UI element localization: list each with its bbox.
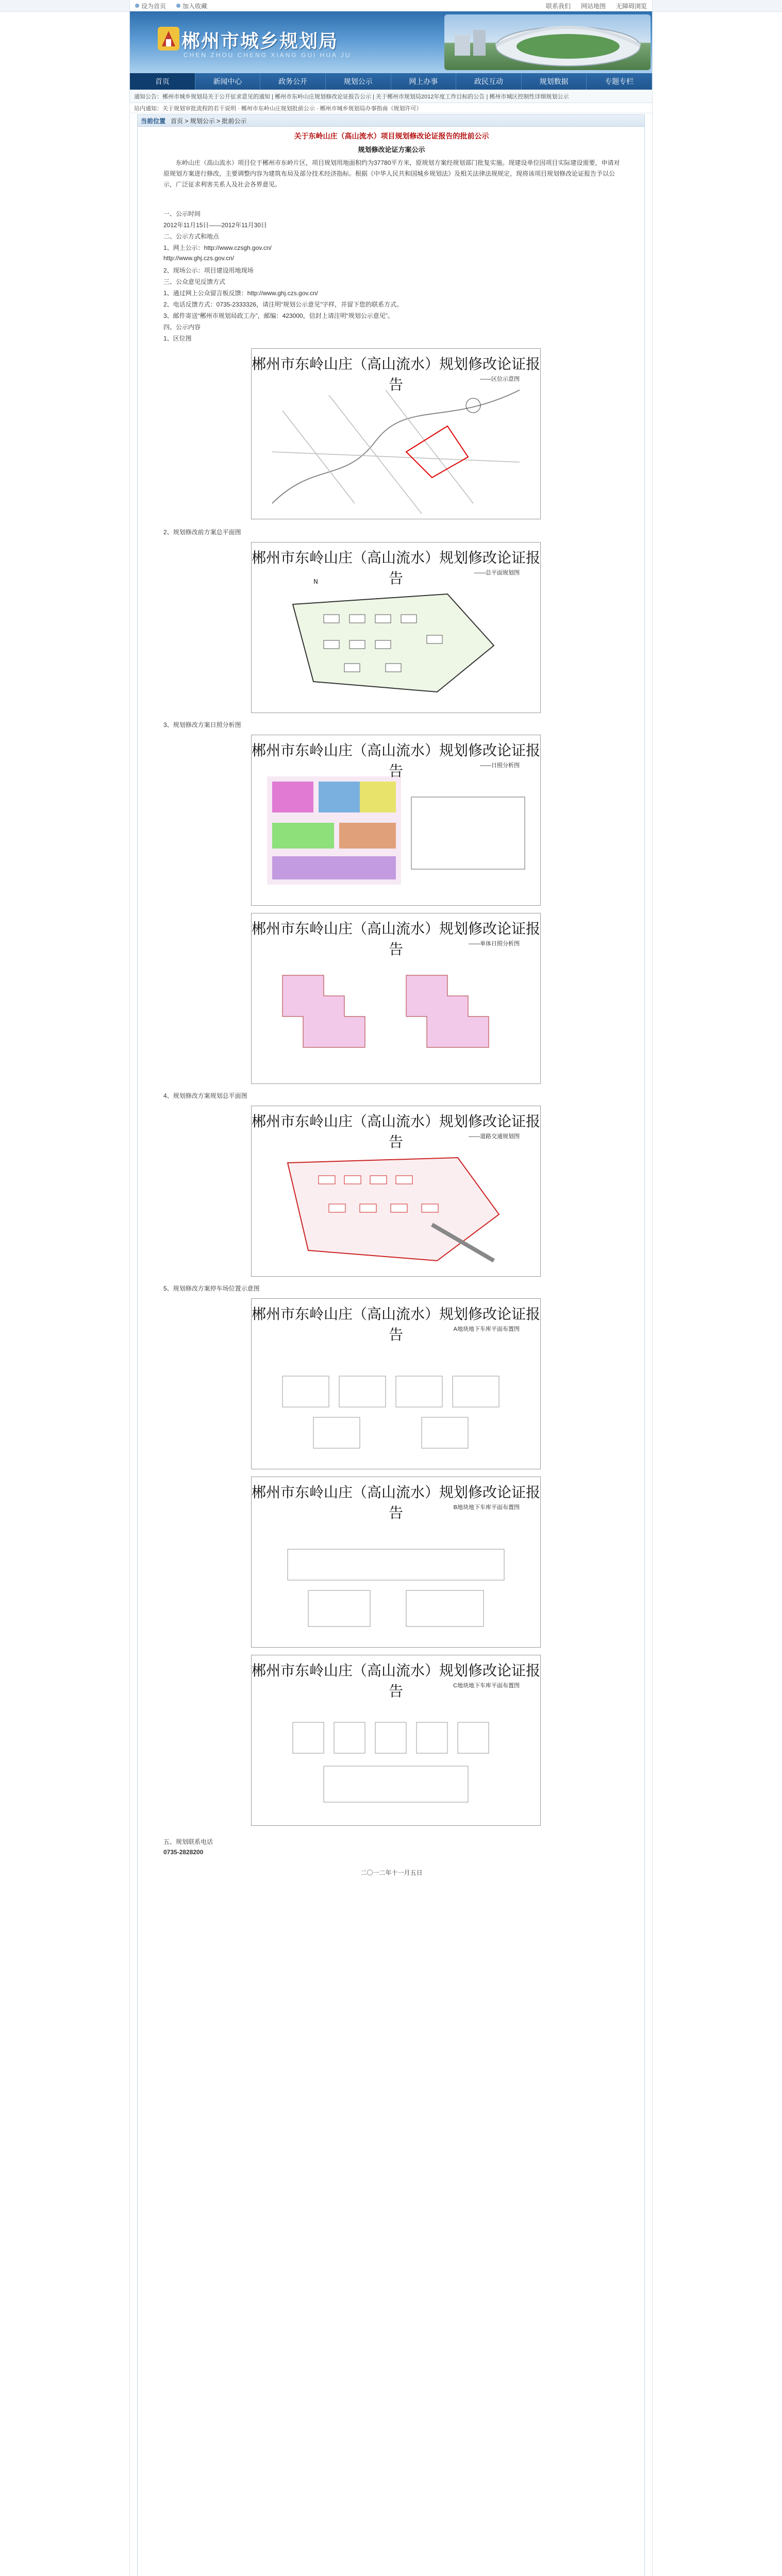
feedback-web[interactable]: 1、通过网上公众留言板反馈：http://www.ghj.czs.gov.cn/ — [163, 290, 318, 297]
figure-title: 郴州市东岭山庄（高山流水）规划修改论证报告 — [252, 920, 541, 958]
figure-title: 郴州市东岭山庄（高山流水）规划修改论证报告 — [252, 1113, 541, 1150]
nav-affairs[interactable]: 政务公开 — [260, 73, 326, 90]
unit-sunlight-figure — [251, 913, 541, 1084]
content-item-label: 2、规划修改前方案总平面图 — [163, 529, 241, 536]
figure-subtitle: ——单体日照分析图 — [469, 941, 520, 947]
figure-subtitle: ——道路交通规划图 — [469, 1133, 520, 1140]
top-links-bar — [130, 0, 652, 11]
section-heading: 二、公示方式和地点 — [163, 233, 220, 240]
figure-subtitle: B地块地下车库平面布置图 — [453, 1504, 520, 1511]
nav-data[interactable]: 规划数据 — [522, 73, 587, 90]
accessibility-link[interactable]: 无障碍浏览 — [615, 2, 647, 10]
site-title: 郴州市城乡规划局 — [181, 30, 339, 52]
article-title: 关于东岭山庄（高山流水）项目规划修改论证报告的批前公示 — [294, 132, 489, 140]
add-favorite-link[interactable]: 加入收藏 — [171, 2, 212, 10]
revised-site-plan-figure — [251, 1106, 541, 1277]
svg-text:N: N — [313, 578, 318, 585]
sunlight-analysis-figure — [251, 735, 541, 906]
figure-title: 郴州市东岭山庄（高山流水）规划修改论证报告 — [252, 1484, 541, 1521]
content-item-label: 5、规划修改方案停车场位置示意图 — [163, 1285, 260, 1292]
content-item-label: 4、规划修改方案规划总平面图 — [163, 1092, 247, 1099]
contact-link[interactable]: 联系我们 — [545, 2, 571, 10]
stadium-illustration — [444, 14, 651, 70]
nav-news[interactable]: 新闻中心 — [195, 73, 261, 90]
nav-interaction[interactable]: 政民互动 — [456, 73, 522, 90]
section-heading: 五、规划联系电话 — [163, 1838, 213, 1845]
site-notice-ticker[interactable]: 站内通知：关于规划审批流程的若干说明 · 郴州市东岭山庄规划批前公示 · 郴州市城乡规划局办事指南（规划许可） — [130, 103, 652, 113]
garage-b-figure — [251, 1477, 541, 1648]
feedback-mail: 3、邮件寄送“郴州市规划局政工办”，邮编：423000，信封上请注明“规划公示意见”。 — [163, 312, 394, 319]
home-icon — [135, 4, 139, 8]
section-heading: 一、公示时间 — [163, 210, 201, 217]
figure-title: 郴州市东岭山庄（高山流水）规划修改论证报告 — [252, 1662, 541, 1700]
contact-phone: 0735-2828200 — [163, 1849, 204, 1856]
breadcrumb — [137, 114, 645, 127]
site-notice-text: 2、现场公示：项目建设用地现场 — [163, 267, 254, 274]
nav-home[interactable]: 首页 — [130, 73, 195, 90]
article-content — [137, 127, 645, 2576]
banner-photo — [444, 14, 651, 70]
garage-a-figure — [251, 1298, 541, 1469]
figure-subtitle: ——日照分析图 — [480, 762, 520, 769]
main-nav — [130, 73, 652, 90]
figure-subtitle: C地块地下车库平面布置图 — [453, 1683, 520, 1689]
notice-time: 2012年11月15日——2012年11月30日 — [163, 222, 268, 229]
content-item-label: 1、区位图 — [163, 335, 192, 342]
location-map-figure — [251, 348, 541, 519]
figure-title: 郴州市东岭山庄（高山流水）规划修改论证报告 — [252, 549, 541, 587]
page-container — [130, 0, 652, 2576]
notice-ticker[interactable]: 通知公告：郴州市城乡规划局关于公开征求意见的通知 | 郴州市东岭山庄规划修改论证报告公示 | 关于郴州市规划局2012年度工作目标的公告 | 郴州市城区控制性详细规划公示 — [130, 90, 652, 103]
section-heading: 四、公示内容 — [163, 324, 201, 331]
nav-special[interactable]: 专题专栏 — [587, 73, 652, 90]
site-subtitle: CHEN ZHOU CHENG XIANG GUI HUA JU — [184, 52, 352, 59]
figure-title: 郴州市东岭山庄（高山流水）规划修改论证报告 — [252, 355, 541, 393]
content-item-label: 3、规划修改方案日照分析图 — [163, 721, 241, 728]
site-logo-icon — [155, 24, 182, 54]
star-icon — [176, 4, 180, 8]
site-banner — [130, 11, 652, 73]
figure-subtitle: A地块地下车库平面布置图 — [453, 1326, 520, 1332]
figure-subtitle: ——总平面规划图 — [474, 570, 520, 576]
sitemap-link[interactable]: 网站地图 — [580, 2, 606, 10]
garage-c-figure — [251, 1655, 541, 1826]
figure-title: 郴州市东岭山庄（高山流水）规划修改论证报告 — [252, 742, 541, 779]
nav-planning-notice[interactable]: 规划公示 — [326, 73, 391, 90]
feedback-phone: 2、电话反馈方式：0735-2333326，请注明“规划公示意见”字样，并留下您的联系方式。 — [163, 301, 403, 308]
breadcrumb-path[interactable]: 首页 > 规划公示 > 批前公示 — [171, 117, 247, 125]
web-notice-link[interactable]: 1、网上公示：http://www.czsgh.gov.cn/ — [163, 244, 272, 251]
original-site-plan-figure — [251, 542, 541, 713]
figure-subtitle: ——区位示意图 — [480, 376, 520, 382]
set-homepage-link[interactable]: 设为首页 — [130, 2, 171, 10]
nav-online-service[interactable]: 网上办事 — [391, 73, 457, 90]
article-subtitle: 规划修改论证方案公示 — [358, 146, 425, 154]
web-notice-link[interactable]: http://www.ghj.czs.gov.cn/ — [163, 255, 235, 262]
article-intro: 东岭山庄（高山流水）项目位于郴州市东岭片区，项目规划用地面积约为37780平方米，原规划方案经规划部门批复实施。现建设单位因项目实际建设需要，申请对原规划方案进行修改，主要调整内容为建筑布局及部分技术经济指标。根据《中华人民共和国城乡规划法》及相关法律法规规定，现将该项目规划修改论证报告予以公示，广泛征求利害关系人及社会各界意见。 — [163, 159, 620, 188]
figure-title: 郴州市东岭山庄（高山流水）规划修改论证报告 — [252, 1306, 541, 1343]
breadcrumb-label: 当前位置 — [141, 117, 166, 125]
section-heading: 三、公众意见反馈方式 — [163, 278, 226, 285]
publish-date: 二〇一二年十一月五日 — [360, 1869, 423, 1876]
